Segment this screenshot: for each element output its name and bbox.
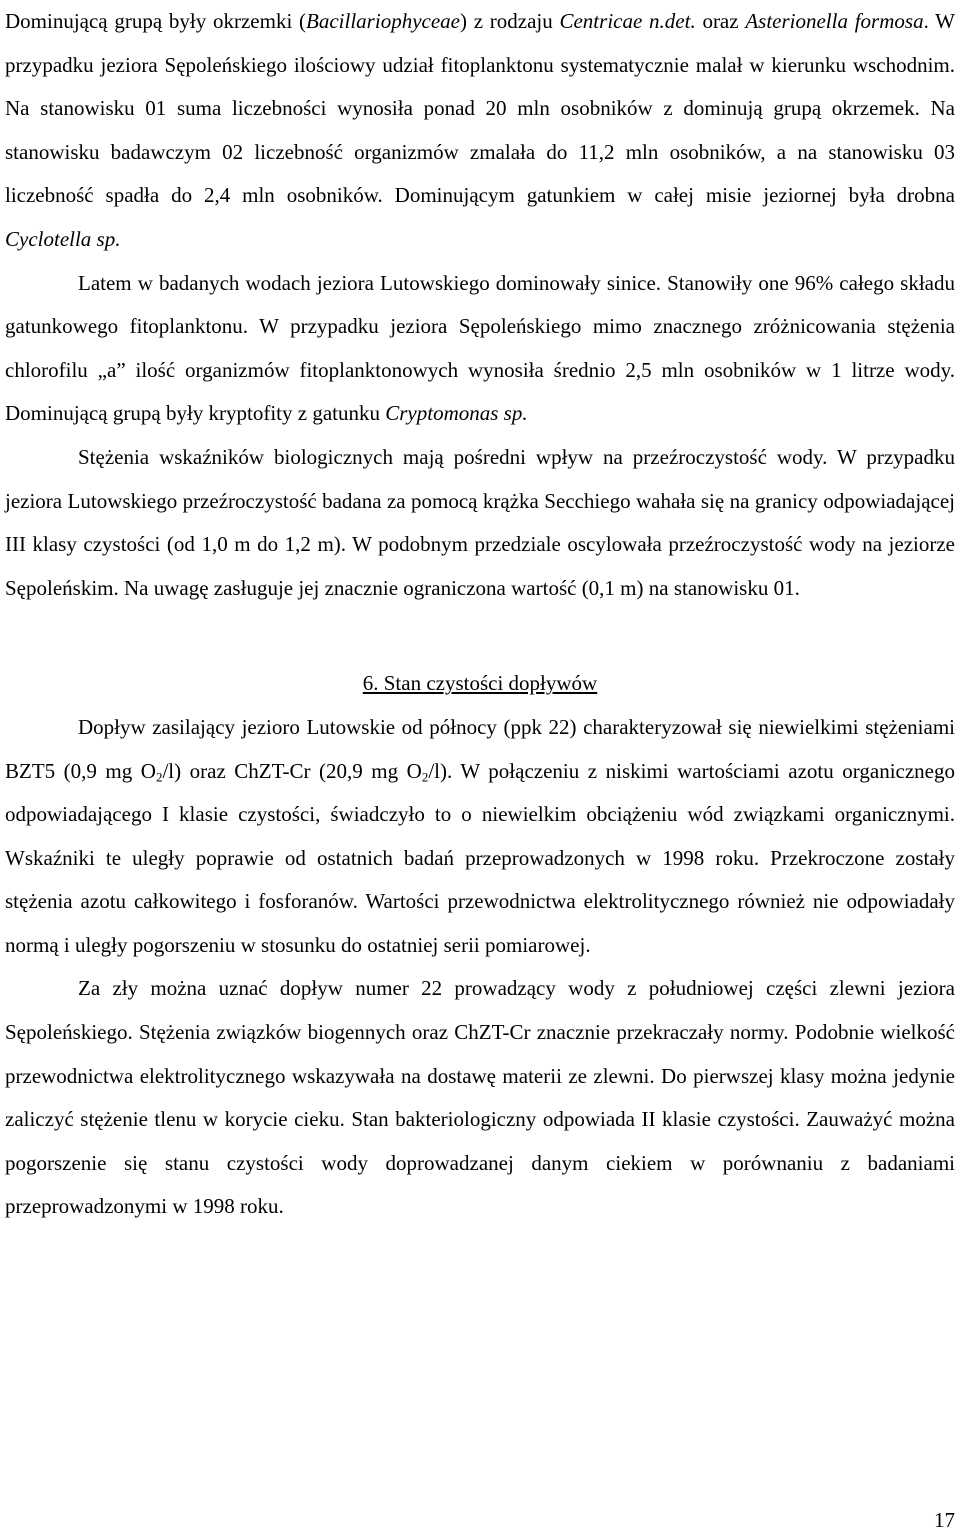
paragraph-transparency: Stężenia wskaźników biologicznych mają pośredni wpływ na przeźroczystość wody. W przypadku jeziora Lutowskiego przeźroczystość badana za pomocą krążka Secchiego wahała się na granicy odpowiadającej III klasy czystości (od 1,0 m do 1,2 m). W podobnym przedziale oscylowała przeźroczystość wody na jeziorze Sępoleńskim. Na uwagę zasługuje jej znacznie ograniczona wartość (0,1 m) na stanowisku 01. bbox=[5, 444, 955, 600]
page-number: 17 bbox=[934, 1508, 955, 1532]
species-name: Centricae n.det. bbox=[559, 9, 696, 33]
paragraph-inflow-lutowo bbox=[5, 706, 955, 968]
species-name: Cyclotella sp. bbox=[5, 226, 121, 251]
subscript: 2 bbox=[421, 768, 429, 784]
section-heading bbox=[5, 662, 955, 706]
subscript: 2 bbox=[155, 768, 163, 784]
species-name: Cryptomonas sp. bbox=[385, 401, 528, 426]
paragraph-inflow-22: Za zły można uznać dopływ numer 22 prowadzący wody z południowej części zlewni jeziora Sępoleńskiego. Stężenia związków biogennych oraz ChZT-Cr znacznie przekraczały normy. Podobnie wielkość przewodnictwa elektrolitycznego wskazywała na dostawę materii ze zlewni. Do pierwszej klasy można jedynie zaliczyć stężenie tlenu w korycie cieku. Stan bakteriologiczny odpowiada II klasie czystości. Zauważyć można pogorszenie się stanu czystości wody doprowadzanej danym ciekiem w porównaniu z badaniami przeprowadzonymi w 1998 roku. bbox=[5, 976, 955, 1219]
section-heading-text: 6. Stan czystości dopływów bbox=[362, 671, 598, 696]
species-name: Bacillariophyceae bbox=[306, 9, 460, 33]
paragraph-summer-cyanobacteria bbox=[5, 262, 955, 436]
text-span: Latem w badanych wodach jeziora Lutowskiego dominowały sinice. Stanowiły one 96% całego składu gatunkowego fitoplanktonu. W przypadku jeziora Sępoleńskiego mimo znacznego zróżnicowania stężenia chlorofilu „a” ilość organizmów fitoplanktonowych wynosiła średnio 2,5 mln osobników w 1 litrze wody. Dominującą grupą były kryptofity z gatunku bbox=[5, 270, 955, 426]
text-span: Dopływ zasilający jezioro Lutowskie od północy (ppk 22) charakteryzował się niewielkimi stężeniami BZT5 (0,9 mg O bbox=[5, 714, 955, 783]
text-span: /l). W połączeniu z niskimi wartościami azotu organicznego odpowiadającego I klasie czystości, świadczyło to o niewielkim obciążeniu wód związkami organicznymi. Wskaźniki te uległy poprawie od ostatnich badań przeprowadzonych w 1998 roku. Przekroczone zostały stężenia azotu całkowitego i fosforanów. Wartości przewodnictwa elektrolitycznego również nie odpowiadały normą i uległy pogorszeniu w stosunku do ostatniej serii pomiarowej. bbox=[5, 758, 955, 957]
text-span: . W przypadku jeziora Sępoleńskiego ilościowy udział fitoplanktonu systematycznie malał w kierunku wschodnim. Na stanowisku 01 suma liczebności wynosiła ponad 20 mln osobników z dominują grupą okrzemek. Na stanowisku badawczym 02 liczebność organizmów zmalała do 11,2 mln osobników, a na stanowisku 03 liczebność spadła do 2,4 mln osobników. Dominującym gatunkiem w całej misie jeziornej była drobna bbox=[5, 9, 956, 208]
text-span: ) z rodzaju bbox=[459, 9, 560, 33]
species-name: Asterionella formosa bbox=[745, 9, 924, 33]
text-span: oraz bbox=[695, 9, 746, 33]
text-span: Dominującą grupą były okrzemki ( bbox=[5, 9, 307, 33]
document-page bbox=[5, 0, 955, 1229]
paragraph-phytoplankton-sepolno bbox=[5, 0, 955, 262]
text-span: /l) oraz ChZT-Cr (20,9 mg O bbox=[162, 758, 422, 783]
